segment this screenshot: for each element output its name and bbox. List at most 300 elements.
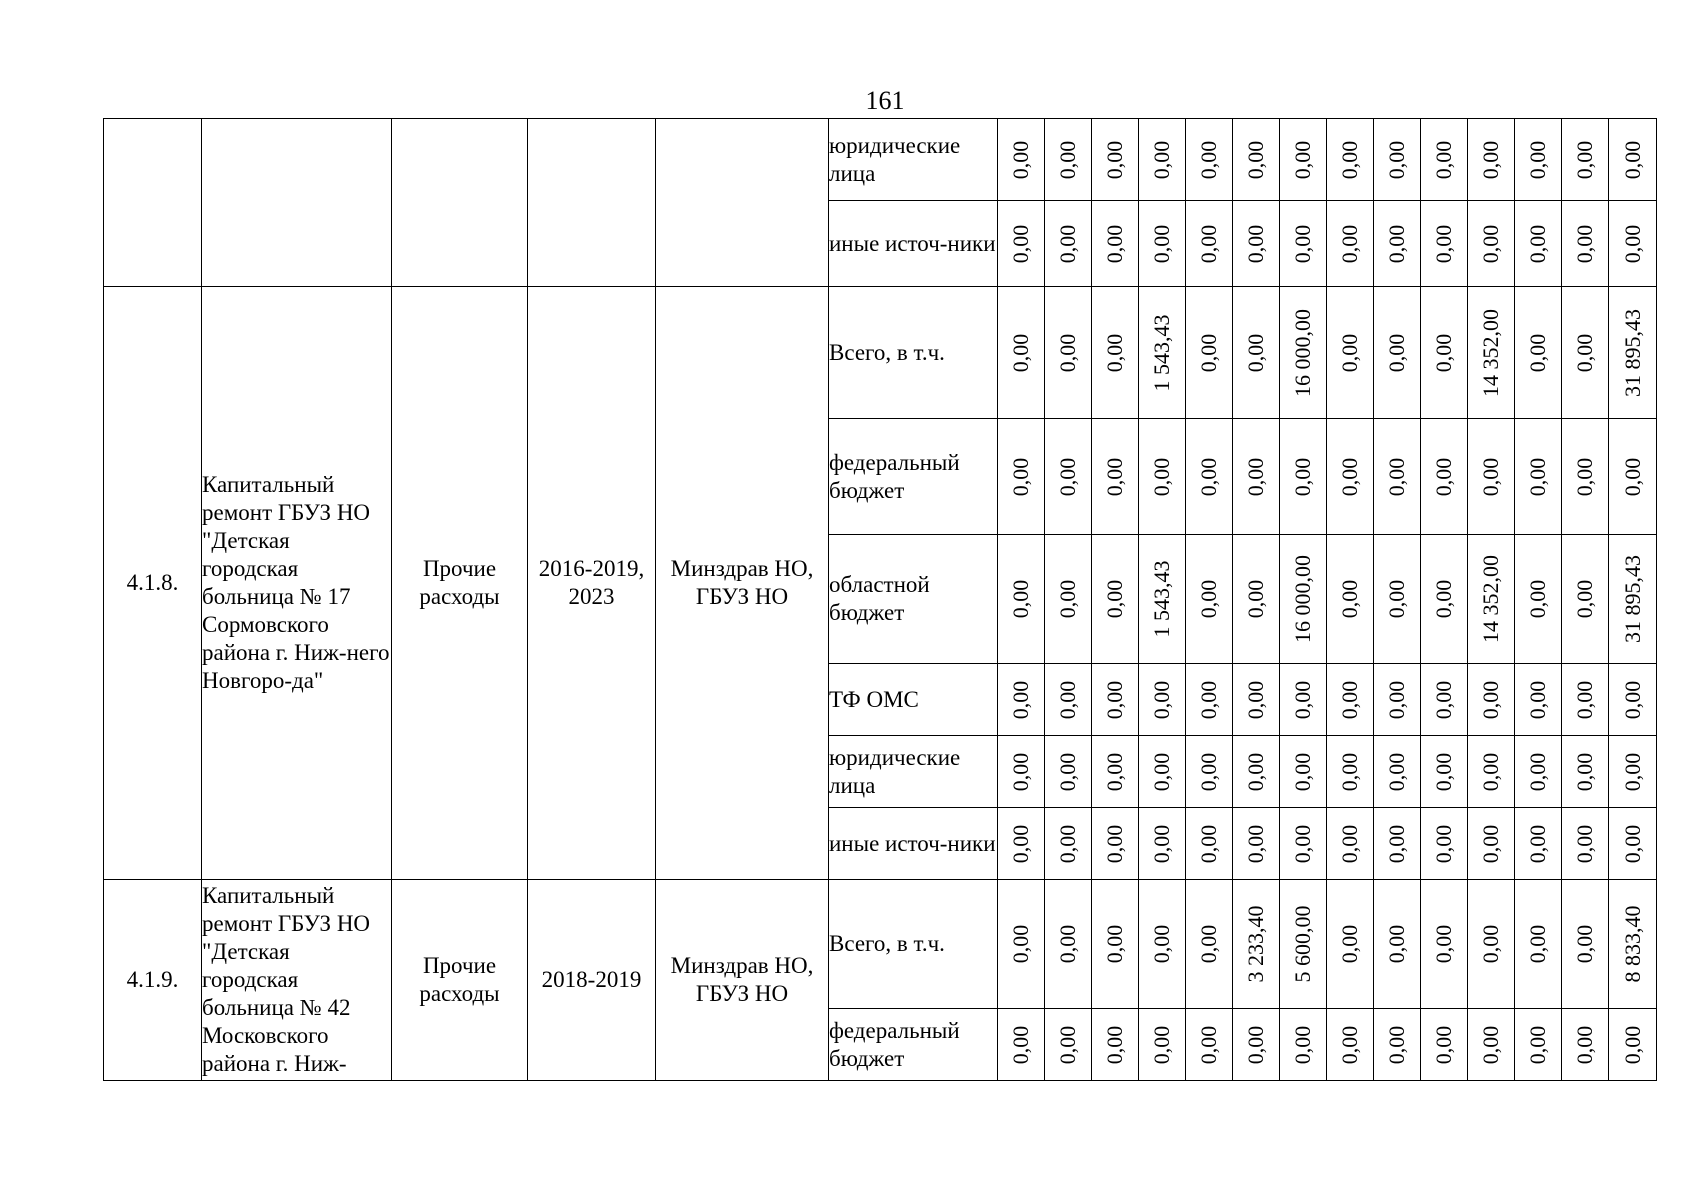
value-cell [1421, 201, 1468, 287]
value-cell [1186, 664, 1233, 736]
value-cell [1421, 287, 1468, 419]
value-cell [1374, 880, 1421, 1009]
value-text: 0,00 [1102, 680, 1127, 719]
value-cell [1468, 808, 1515, 880]
value-cell [1092, 201, 1139, 287]
value-cell [1139, 1009, 1186, 1081]
value-cell [1562, 119, 1609, 201]
value-cell [1233, 736, 1280, 808]
funding-source: федеральный бюджет [829, 419, 998, 535]
value-text: 0,00 [1149, 824, 1174, 863]
value-text: 0,00 [1478, 457, 1503, 496]
value-cell [1139, 419, 1186, 535]
value-cell [1374, 1009, 1421, 1081]
funding-source: Всего, в т.ч. [829, 880, 998, 1009]
value-cell [1374, 287, 1421, 419]
value-cell [1515, 119, 1562, 201]
value-cell [1233, 808, 1280, 880]
value-cell [1092, 808, 1139, 880]
value-text: 0,00 [1337, 824, 1362, 863]
value-cell [1045, 664, 1092, 736]
value-cell [1092, 664, 1139, 736]
value-text: 0,00 [1384, 224, 1409, 263]
funding-source: иные источ-ники [829, 808, 998, 880]
value-cell [1515, 201, 1562, 287]
value-text: 0,00 [1478, 224, 1503, 263]
value-text: 0,00 [1149, 680, 1174, 719]
value-text: 0,00 [1243, 333, 1268, 372]
value-text: 0,00 [1572, 457, 1597, 496]
value-text: 0,00 [1243, 457, 1268, 496]
value-text: 0,00 [1431, 680, 1456, 719]
value-text: 0,00 [1572, 333, 1597, 372]
value-cell [1186, 808, 1233, 880]
expense-type: Прочие расходы [392, 880, 528, 1081]
table-row [104, 287, 1657, 419]
value-cell [1374, 419, 1421, 535]
value-cell [1233, 880, 1280, 1009]
value-text: 0,00 [1525, 752, 1550, 791]
funding-source: областной бюджет [829, 535, 998, 664]
value-text: 0,00 [1055, 924, 1080, 964]
value-cell [1515, 1009, 1562, 1081]
value-text: 0,00 [1619, 752, 1645, 791]
table-row [104, 880, 1657, 1009]
value-cell [1609, 287, 1657, 419]
value-text: 31 895,43 [1619, 308, 1645, 397]
value-text: 0,00 [1572, 824, 1597, 863]
value-cell [1374, 535, 1421, 664]
value-text: 0,00 [1290, 140, 1315, 179]
value-text: 0,00 [1008, 333, 1033, 372]
value-text: 0,00 [1149, 224, 1174, 263]
value-text: 0,00 [1525, 924, 1550, 964]
value-cell [998, 419, 1045, 535]
value-text: 0,00 [1431, 224, 1456, 263]
value-cell [1280, 736, 1327, 808]
value-cell [1139, 287, 1186, 419]
value-text: 0,00 [1337, 579, 1362, 619]
value-cell [998, 1009, 1045, 1081]
value-cell [1327, 287, 1374, 419]
value-text: 0,00 [1572, 224, 1597, 263]
value-text: 0,00 [1384, 680, 1409, 719]
value-text: 0,00 [1337, 680, 1362, 719]
value-text: 0,00 [1431, 824, 1456, 863]
value-text: 0,00 [1055, 140, 1080, 179]
value-cell [1280, 201, 1327, 287]
value-text: 0,00 [1008, 579, 1033, 619]
value-cell [1609, 736, 1657, 808]
value-cell [1045, 808, 1092, 880]
value-cell [1186, 287, 1233, 419]
value-cell [1139, 880, 1186, 1009]
value-cell [1045, 419, 1092, 535]
value-cell [1186, 535, 1233, 664]
value-text: 0,00 [1431, 333, 1456, 372]
value-cell [1327, 119, 1374, 201]
value-text: 0,00 [1384, 824, 1409, 863]
value-cell [998, 664, 1045, 736]
value-cell [1139, 119, 1186, 201]
value-cell [1609, 808, 1657, 880]
value-cell [1045, 287, 1092, 419]
value-cell [1421, 1009, 1468, 1081]
item-name: Капитальный ремонт ГБУЗ НО "Детская городская больница № 42 Московского района г. Ниж- [202, 880, 392, 1081]
value-text: 0,00 [1196, 752, 1221, 791]
value-text: 0,00 [1149, 752, 1174, 791]
value-cell [1280, 880, 1327, 1009]
value-text: 0,00 [1384, 457, 1409, 496]
value-text: 0,00 [1431, 457, 1456, 496]
value-text: 3 233,40 [1243, 905, 1268, 983]
value-text: 0,00 [1290, 224, 1315, 263]
value-cell [1280, 119, 1327, 201]
value-text: 0,00 [1196, 924, 1221, 964]
value-cell [1045, 535, 1092, 664]
value-cell [1374, 664, 1421, 736]
value-text: 0,00 [1243, 752, 1268, 791]
value-text: 0,00 [1102, 333, 1127, 372]
value-text: 0,00 [1384, 752, 1409, 791]
value-text: 0,00 [1149, 924, 1174, 964]
value-cell [1186, 880, 1233, 1009]
value-text: 16 000,00 [1290, 555, 1315, 643]
value-text: 0,00 [1196, 1025, 1221, 1064]
value-cell [1374, 736, 1421, 808]
value-cell [1327, 1009, 1374, 1081]
value-cell [1092, 419, 1139, 535]
value-text: 0,00 [1055, 224, 1080, 263]
value-text: 0,00 [1572, 1025, 1597, 1064]
value-text: 0,00 [1384, 1025, 1409, 1064]
value-text: 0,00 [1525, 224, 1550, 263]
value-cell [1280, 808, 1327, 880]
funding-source: иные источ-ники [829, 201, 998, 287]
value-text: 0,00 [1055, 824, 1080, 863]
item-number: 4.1.9. [104, 880, 202, 1081]
value-text: 0,00 [1290, 680, 1315, 719]
value-cell [1515, 664, 1562, 736]
value-text: 0,00 [1055, 457, 1080, 496]
value-cell [1139, 664, 1186, 736]
value-text: 0,00 [1055, 1025, 1080, 1064]
value-text: 0,00 [1572, 924, 1597, 964]
value-text: 0,00 [1243, 824, 1268, 863]
value-cell [1045, 1009, 1092, 1081]
value-text: 0,00 [1243, 1025, 1268, 1064]
funding-source: юридические лица [829, 119, 998, 201]
value-cell [1186, 736, 1233, 808]
value-cell [1468, 119, 1515, 201]
value-cell [1233, 664, 1280, 736]
value-text: 0,00 [1478, 680, 1503, 719]
value-text: 0,00 [1196, 824, 1221, 863]
funding-source: юридические лица [829, 736, 998, 808]
value-text: 0,00 [1431, 140, 1456, 179]
value-text: 0,00 [1478, 824, 1503, 863]
value-cell [1045, 201, 1092, 287]
value-cell [1515, 808, 1562, 880]
value-text: 0,00 [1008, 924, 1033, 964]
value-text: 0,00 [1243, 680, 1268, 719]
value-text: 0,00 [1008, 752, 1033, 791]
value-cell [1515, 736, 1562, 808]
value-cell [1045, 880, 1092, 1009]
value-text: 0,00 [1149, 1025, 1174, 1064]
value-cell [1562, 736, 1609, 808]
value-text: 0,00 [1337, 924, 1362, 964]
value-text: 0,00 [1196, 680, 1221, 719]
value-cell [1280, 535, 1327, 664]
value-cell [1280, 419, 1327, 535]
value-cell [1468, 419, 1515, 535]
value-text: 0,00 [1619, 1025, 1645, 1064]
value-cell [1609, 119, 1657, 201]
value-cell [1562, 201, 1609, 287]
value-text: 14 352,00 [1478, 555, 1503, 643]
value-cell [1468, 287, 1515, 419]
value-cell [1327, 880, 1374, 1009]
value-cell [1468, 535, 1515, 664]
value-cell [998, 119, 1045, 201]
implementation-years: 2018-2019 [528, 880, 656, 1081]
value-cell [1468, 664, 1515, 736]
value-cell [1374, 119, 1421, 201]
value-cell [1609, 1009, 1657, 1081]
value-cell [1186, 119, 1233, 201]
value-text: 0,00 [1619, 680, 1645, 719]
funding-source: федеральный бюджет [829, 1009, 998, 1081]
value-text: 0,00 [1572, 140, 1597, 179]
value-text: 0,00 [1337, 752, 1362, 791]
value-cell [1327, 736, 1374, 808]
value-text: 0,00 [1384, 333, 1409, 372]
value-text: 0,00 [1478, 140, 1503, 179]
value-cell [1515, 419, 1562, 535]
value-text: 0,00 [1196, 140, 1221, 179]
value-text: 0,00 [1525, 140, 1550, 179]
value-text: 0,00 [1055, 680, 1080, 719]
value-text: 0,00 [1572, 579, 1597, 619]
value-text: 0,00 [1290, 1025, 1315, 1064]
value-cell [1468, 1009, 1515, 1081]
value-cell [1233, 419, 1280, 535]
value-cell [1233, 535, 1280, 664]
value-text: 5 600,00 [1290, 905, 1315, 983]
value-cell [1421, 419, 1468, 535]
value-cell [1468, 736, 1515, 808]
value-cell [1327, 664, 1374, 736]
value-text: 1 543,43 [1149, 314, 1174, 391]
table-row [104, 119, 1657, 201]
executor-empty [656, 119, 829, 287]
value-cell [1515, 880, 1562, 1009]
value-text: 1 543,43 [1149, 560, 1174, 638]
value-text: 0,00 [1290, 457, 1315, 496]
value-cell [1515, 287, 1562, 419]
value-text: 0,00 [1243, 140, 1268, 179]
value-text: 0,00 [1196, 579, 1221, 619]
value-text: 0,00 [1055, 333, 1080, 372]
value-cell [1139, 736, 1186, 808]
funding-source: ТФ ОМС [829, 664, 998, 736]
value-text: 0,00 [1572, 680, 1597, 719]
value-cell [1045, 736, 1092, 808]
value-text: 0,00 [1431, 1025, 1456, 1064]
value-cell [1374, 201, 1421, 287]
value-cell [1092, 535, 1139, 664]
value-text: 0,00 [1102, 457, 1127, 496]
value-text: 0,00 [1243, 224, 1268, 263]
value-text: 0,00 [1102, 140, 1127, 179]
value-text: 0,00 [1149, 457, 1174, 496]
item-name-empty [202, 119, 392, 287]
value-cell [1421, 880, 1468, 1009]
item-number-empty [104, 119, 202, 287]
value-cell [1186, 201, 1233, 287]
value-cell [1562, 1009, 1609, 1081]
value-cell [1045, 119, 1092, 201]
value-cell [1186, 1009, 1233, 1081]
value-cell [1609, 201, 1657, 287]
value-cell [1233, 201, 1280, 287]
value-text: 0,00 [1619, 824, 1645, 863]
value-cell [1092, 736, 1139, 808]
value-text: 0,00 [1525, 457, 1550, 496]
value-cell [1139, 808, 1186, 880]
value-text: 0,00 [1102, 1025, 1127, 1064]
value-text: 14 352,00 [1478, 308, 1503, 397]
value-cell [1609, 535, 1657, 664]
value-text: 0,00 [1384, 140, 1409, 179]
value-cell [1280, 1009, 1327, 1081]
implementation-years-empty [528, 119, 656, 287]
value-text: 0,00 [1525, 579, 1550, 619]
budget-table [103, 118, 1657, 1081]
item-name: Капитальный ремонт ГБУЗ НО "Детская городская больница № 17 Сормовского района г. Ниж-него Новгоро-да" [202, 287, 392, 880]
value-text: 0,00 [1337, 457, 1362, 496]
value-cell [998, 287, 1045, 419]
value-cell [1562, 880, 1609, 1009]
value-text: 0,00 [1619, 224, 1645, 263]
value-text: 0,00 [1572, 752, 1597, 791]
value-cell [1421, 808, 1468, 880]
value-text: 0,00 [1055, 579, 1080, 619]
value-cell [1468, 201, 1515, 287]
value-text: 0,00 [1337, 140, 1362, 179]
value-text: 0,00 [1196, 457, 1221, 496]
value-cell [1233, 287, 1280, 419]
value-cell [1562, 535, 1609, 664]
value-text: 0,00 [1337, 1025, 1362, 1064]
value-text: 0,00 [1384, 579, 1409, 619]
value-cell [1139, 535, 1186, 664]
value-text: 0,00 [1431, 579, 1456, 619]
value-text: 0,00 [1196, 224, 1221, 263]
value-text: 0,00 [1008, 680, 1033, 719]
value-text: 0,00 [1478, 924, 1503, 964]
value-cell [998, 201, 1045, 287]
value-cell [998, 808, 1045, 880]
value-text: 0,00 [1008, 140, 1033, 179]
value-text: 0,00 [1525, 680, 1550, 719]
value-cell [1421, 736, 1468, 808]
value-cell [1186, 419, 1233, 535]
value-text: 0,00 [1431, 752, 1456, 791]
value-text: 0,00 [1478, 752, 1503, 791]
value-cell [1092, 880, 1139, 1009]
value-text: 0,00 [1102, 924, 1127, 964]
expense-type-empty [392, 119, 528, 287]
value-text: 0,00 [1243, 579, 1268, 619]
value-text: 16 000,00 [1290, 308, 1315, 397]
value-text: 31 895,43 [1619, 555, 1645, 643]
value-text: 0,00 [1102, 752, 1127, 791]
value-cell [1327, 535, 1374, 664]
value-text: 0,00 [1525, 1025, 1550, 1064]
value-cell [998, 736, 1045, 808]
implementation-years: 2016-2019, 2023 [528, 287, 656, 880]
value-text: 0,00 [1478, 1025, 1503, 1064]
value-text: 0,00 [1619, 140, 1645, 179]
item-number: 4.1.8. [104, 287, 202, 880]
value-cell [1515, 535, 1562, 664]
value-cell [1562, 664, 1609, 736]
value-text: 8 833,40 [1619, 905, 1645, 983]
value-cell [1609, 664, 1657, 736]
value-cell [1421, 119, 1468, 201]
value-cell [1233, 1009, 1280, 1081]
value-cell [1468, 880, 1515, 1009]
value-text: 0,00 [1431, 924, 1456, 964]
value-text: 0,00 [1290, 752, 1315, 791]
value-cell [1609, 880, 1657, 1009]
value-cell [1139, 201, 1186, 287]
value-text: 0,00 [1008, 824, 1033, 863]
value-text: 0,00 [1525, 824, 1550, 863]
value-text: 0,00 [1619, 457, 1645, 496]
value-cell [1280, 287, 1327, 419]
value-text: 0,00 [1337, 224, 1362, 263]
value-cell [1092, 287, 1139, 419]
value-cell [1327, 201, 1374, 287]
value-text: 0,00 [1008, 1025, 1033, 1064]
value-text: 0,00 [1149, 140, 1174, 179]
value-cell [998, 535, 1045, 664]
value-text: 0,00 [1008, 224, 1033, 263]
value-cell [1327, 419, 1374, 535]
page-number: 161 [865, 86, 905, 115]
value-cell [1562, 287, 1609, 419]
value-cell [1562, 419, 1609, 535]
executor: Минздрав НО, ГБУЗ НО [656, 287, 829, 880]
value-cell [1327, 808, 1374, 880]
value-text: 0,00 [1102, 224, 1127, 263]
value-text: 0,00 [1384, 924, 1409, 964]
value-cell [1421, 535, 1468, 664]
value-cell [1421, 664, 1468, 736]
expense-type: Прочие расходы [392, 287, 528, 880]
value-text: 0,00 [1196, 333, 1221, 372]
value-cell [1092, 119, 1139, 201]
value-cell [1092, 1009, 1139, 1081]
value-cell [1280, 664, 1327, 736]
value-cell [1374, 808, 1421, 880]
funding-source: Всего, в т.ч. [829, 287, 998, 419]
executor: Минздрав НО, ГБУЗ НО [656, 880, 829, 1081]
value-text: 0,00 [1290, 824, 1315, 863]
